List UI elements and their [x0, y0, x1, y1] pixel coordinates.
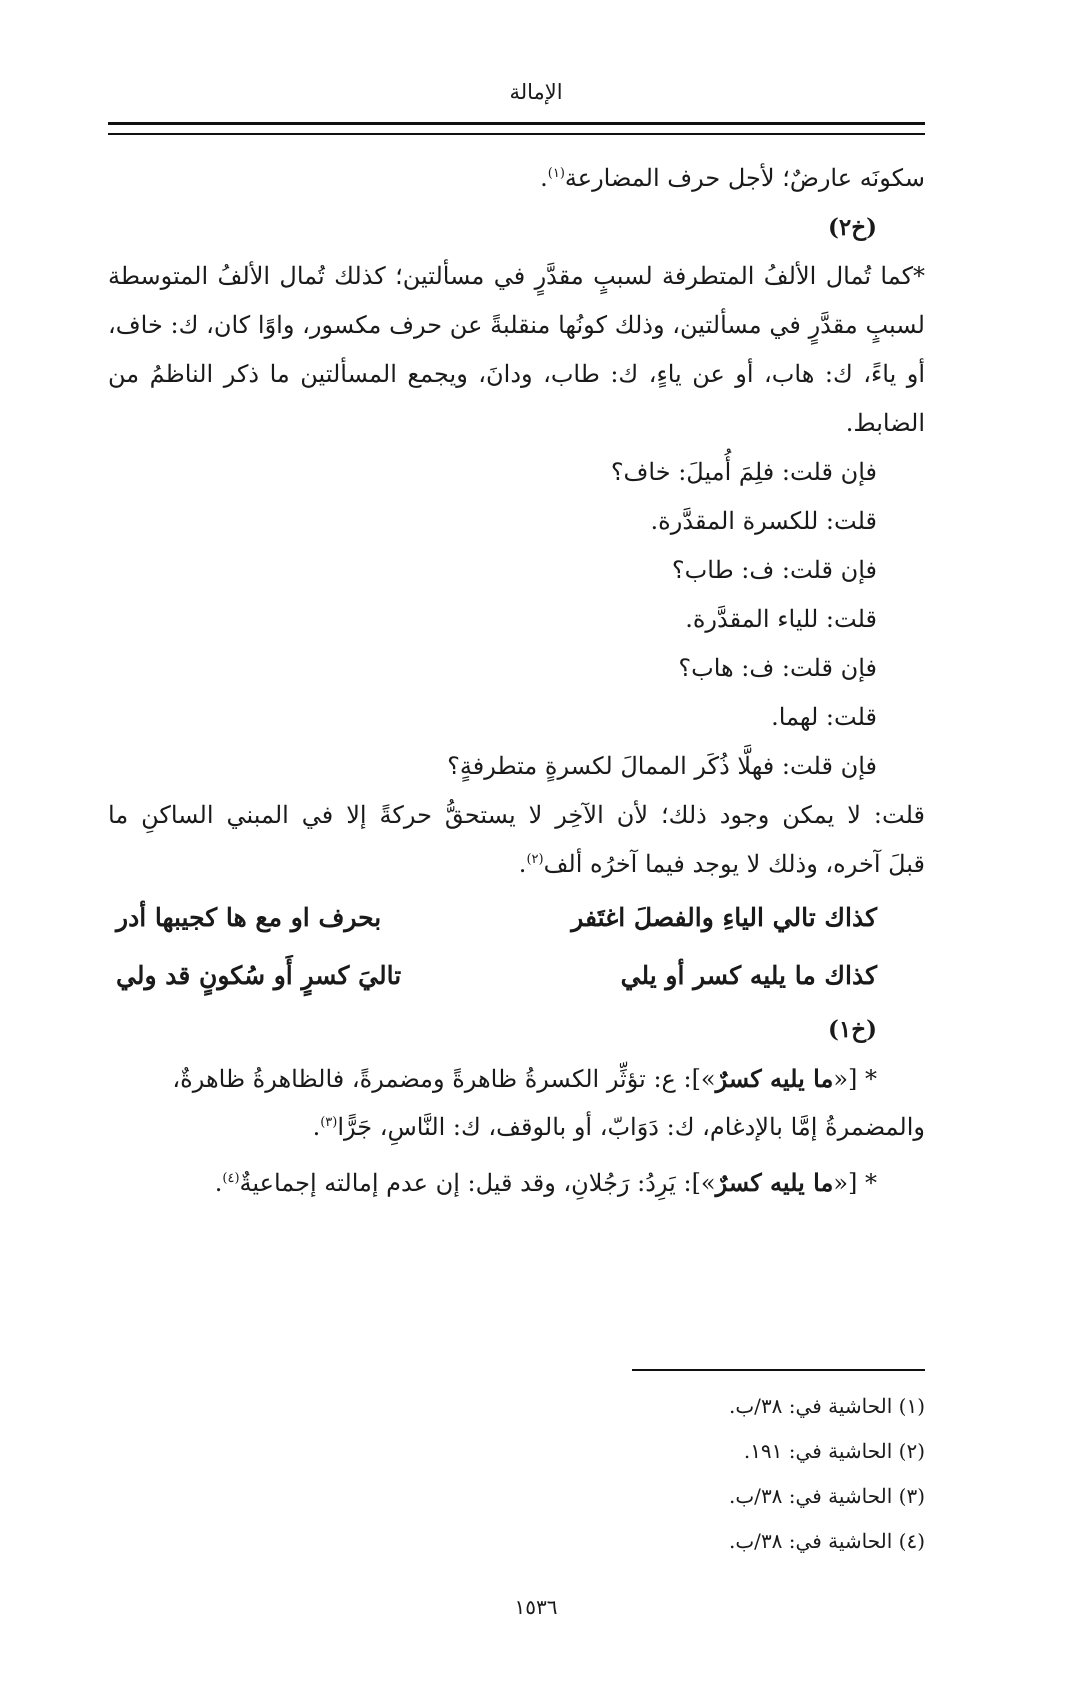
- answer-line: قلت: لا يمكن وجود ذلك؛ لأن الآخِر لا يستحقُّ حركةً إلا في المبني الساكنِ ما: [108, 801, 925, 829]
- verse-hemistich: بحرف او مع ها كجيبها أدر: [116, 903, 382, 932]
- verse-line: [108, 947, 925, 1005]
- verse-line: [108, 889, 925, 947]
- qa-line: قلت: للكسرة المقدَّرة.: [650, 507, 877, 535]
- footnote-ref[interactable]: (١): [547, 166, 565, 181]
- footnote-separator: [632, 1369, 925, 1371]
- qa-line: فإن قلت: ف: طاب؟: [671, 556, 877, 584]
- verse-hemistich: كذاك ما يليه كسر أو يلي: [620, 961, 877, 990]
- paragraph-line: *كما تُمال الألفُ المتطرفة لسببٍ مقدَّرٍ في مسألتين؛ كذلك تُمال الألفُ المتوسطة: [108, 262, 925, 290]
- answer-line: قبلَ آخره، وذلك لا يوجد فيما آخرُه ألف$^{(٢)}$.: [518, 850, 925, 878]
- footnote: (٢) الحاشية في: ١٩١.: [743, 1439, 925, 1463]
- qa-line: قلت: للياء المقدَّرة.: [685, 605, 877, 633]
- footnote: (١) الحاشية في: ٣٨/ب.: [729, 1394, 925, 1418]
- section-marker: (خ٢): [828, 214, 877, 241]
- footnote: (٣) الحاشية في: ٣٨/ب.: [729, 1484, 925, 1508]
- footnotes: [108, 1384, 925, 1564]
- footnote-ref[interactable]: (٣): [320, 1115, 338, 1130]
- verse-hemistich: تاليَ كسرٍ أَو سُكونٍ قد ولي: [116, 961, 402, 990]
- footnote-ref[interactable]: (٤): [222, 1171, 240, 1186]
- note-line: * [«ما يليه كسرٌ»]: ع: تؤثِّر الكسرةُ ظاهرةً ومضمرةً، فالظاهرةُ ظاهرةٌ،: [172, 1064, 877, 1093]
- note-line: * [«ما يليه كسرٌ»]: يَرِدُ: رَجُلانِ، وقد قيل: إن عدم إمالته إجماعيةٌ$^{(٤)}$.: [214, 1168, 877, 1197]
- page-number: ١٥٣٦: [514, 1595, 558, 1619]
- qa-line: قلت: لهما.: [771, 703, 877, 731]
- header-rule-thin: [108, 133, 925, 135]
- paragraph-line: لسببٍ مقدَّرٍ في مسألتين، وذلك كونُها منقلبةً عن حرف مكسور، واوًا كان، ك: خاف،: [108, 311, 925, 339]
- paragraph-line: الضابط.: [845, 409, 925, 437]
- qa-line: فإن قلت: ف: هاب؟: [678, 654, 877, 682]
- note-line: والمضمرةُ إمَّا بالإدغام، ك: دَوَابّ، أو بالوقف، ك: النَّاسِ، جَرًّا$^{(٣)}$.: [312, 1113, 925, 1141]
- quoted-phrase: ما يليه كسرٌ: [715, 1168, 834, 1197]
- footnote-ref[interactable]: (٢): [526, 852, 544, 867]
- running-head: الإمالة: [509, 80, 563, 104]
- section-marker: (خ١): [828, 1016, 877, 1043]
- main-text: [108, 154, 925, 1207]
- header-rule-thick: [108, 122, 925, 125]
- paragraph-line: أو ياءً، ك: هاب، أو عن ياءٍ، ك: طاب، ودانَ، ويجمع المسألتين ما ذكر الناظمُ من: [108, 360, 925, 388]
- footnote: (٤) الحاشية في: ٣٨/ب.: [729, 1529, 925, 1553]
- verse-hemistich: كذاك تالي الياءِ والفصلَ اغتَفر: [571, 903, 877, 932]
- quoted-phrase: ما يليه كسرٌ: [715, 1064, 834, 1093]
- qa-line: فإن قلت: فلِمَ أُميلَ: خاف؟: [610, 458, 877, 486]
- opening-line: سكونَه عارضٌ؛ لأجل حرف المضارعة$^{(١)}$.: [540, 164, 925, 192]
- qa-line: فإن قلت: فهلَّا ذُكَر الممالَ لكسرةٍ متطرفةٍ؟: [447, 752, 877, 780]
